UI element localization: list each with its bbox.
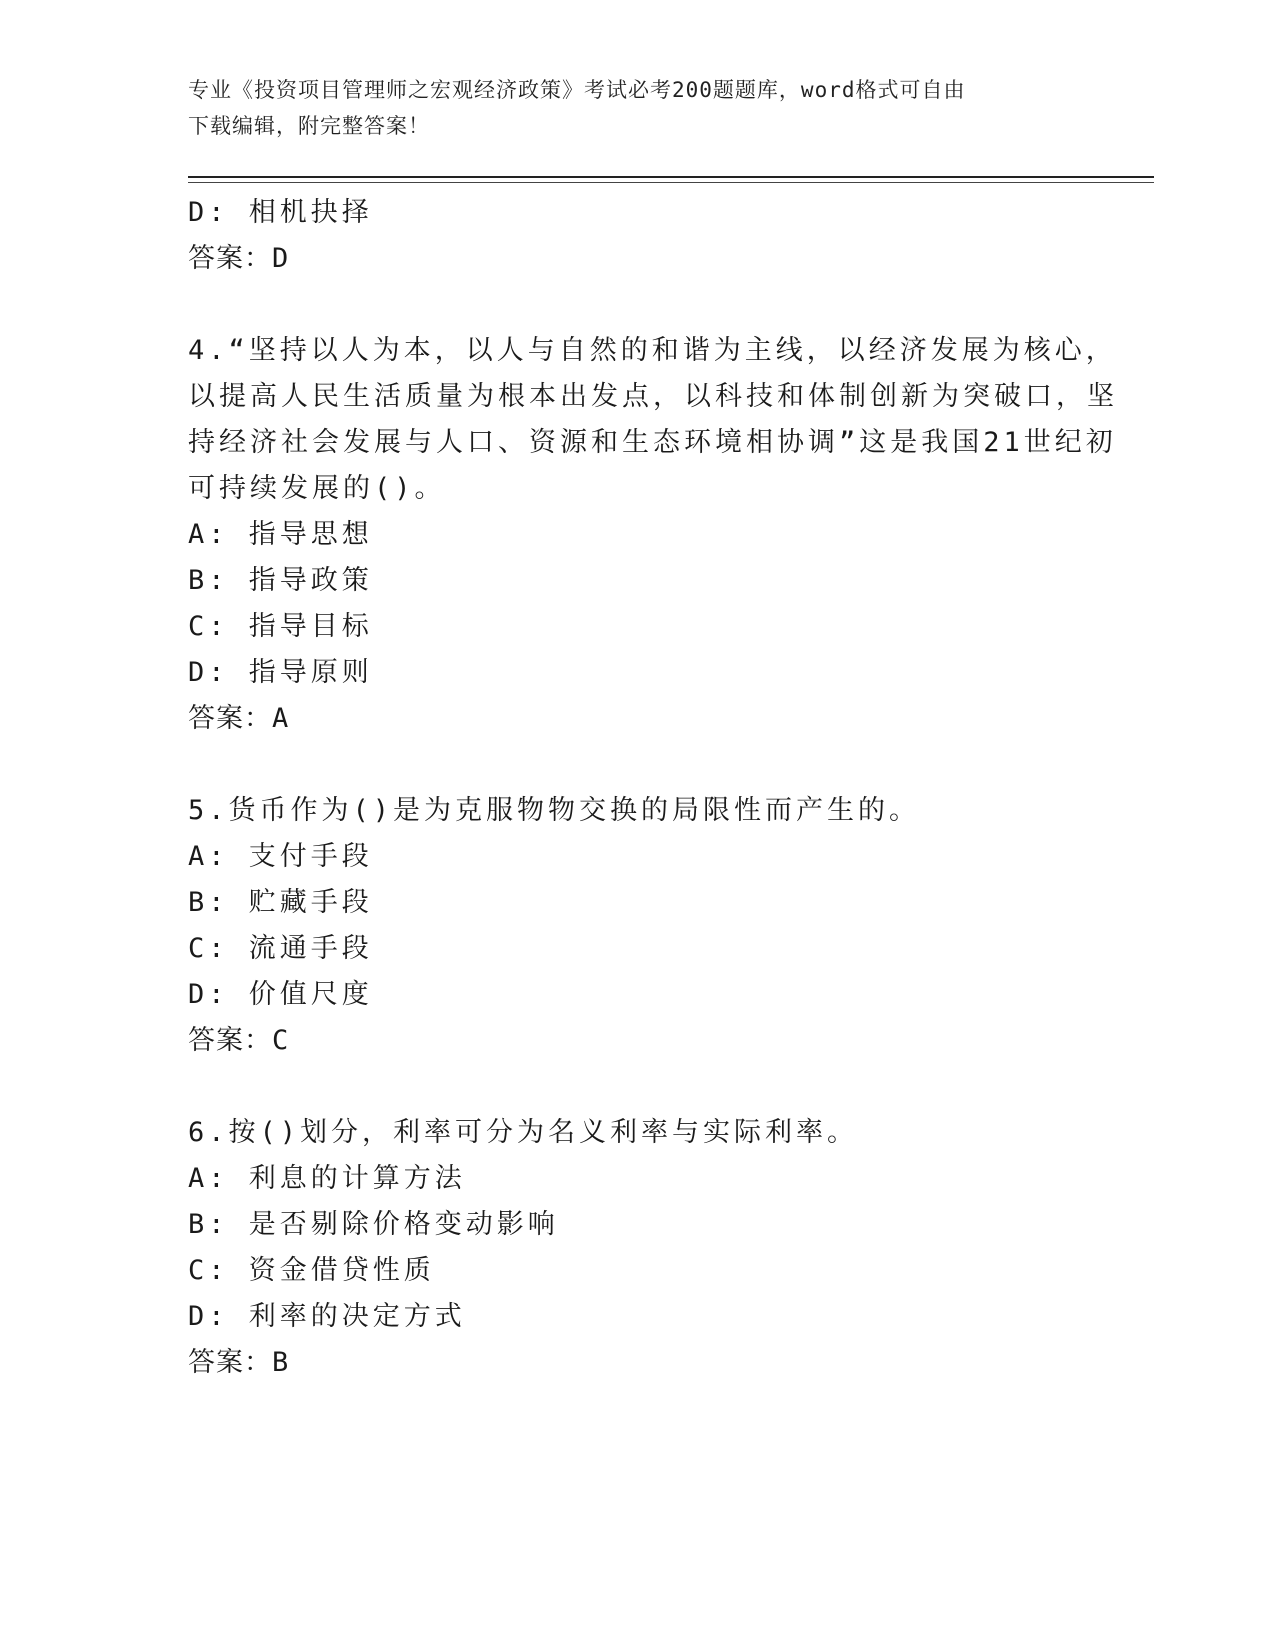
header-line-2: 下载编辑，附完整答案！	[188, 114, 430, 138]
question-4-option-d: D: 指导原则	[188, 657, 373, 688]
question-5	[188, 788, 1088, 1064]
question-5-option-c: C: 流通手段	[188, 933, 373, 964]
question-6-option-b: B: 是否剔除价格变动影响	[188, 1209, 559, 1240]
page-header	[188, 72, 1088, 144]
header-line-1: 专业《投资项目管理师之宏观经济政策》考试必考200题题库，word格式可自由	[188, 78, 966, 102]
question-6-option-d: D: 利率的决定方式	[188, 1301, 466, 1332]
question-6	[188, 1110, 1088, 1386]
question-5-option-b: B: 贮藏手段	[188, 887, 373, 918]
question-4-option-b: B: 指导政策	[188, 565, 373, 596]
question-6-option-c: C: 资金借贷性质	[188, 1255, 435, 1286]
document-body	[188, 190, 1118, 1386]
question-4-line-4: 可持续发展的()。	[188, 473, 446, 504]
question-5-line-1: 5.货币作为()是为克服物物交换的局限性而产生的。	[188, 795, 921, 826]
question-4	[188, 328, 1118, 742]
question-5-answer: 答案：C	[188, 1025, 290, 1056]
question-4-option-a: A: 指导思想	[188, 519, 373, 550]
question-4-answer: 答案：A	[188, 703, 290, 734]
question-5-option-d: D: 价值尺度	[188, 979, 373, 1010]
question-4-line-1: 4.“坚持以人为本，以人与自然的和谐为主线，以经济发展为核心，	[188, 335, 1117, 366]
spacer	[188, 742, 1088, 788]
question-5-option-a: A: 支付手段	[188, 841, 373, 872]
question-4-line-3: 持经济社会发展与人口、资源和生态环境相协调”这是我国21世纪初	[188, 427, 1117, 458]
spacer	[188, 1064, 1088, 1110]
question-4-line-2: 以提高人民生活质量为根本出发点，以科技和体制创新为突破口，坚	[188, 381, 1118, 412]
prev-answer: 答案：D	[188, 243, 290, 274]
question-4-option-c: C: 指导目标	[188, 611, 373, 642]
question-6-answer: 答案：B	[188, 1347, 290, 1378]
question-6-option-a: A: 利息的计算方法	[188, 1163, 466, 1194]
spacer	[188, 282, 1088, 328]
header-rule-thick	[188, 176, 1154, 178]
question-6-line-1: 6.按()划分，利率可分为名义利率与实际利率。	[188, 1117, 859, 1148]
prev-option-d: D: 相机抉择	[188, 197, 373, 228]
header-rule-thin	[188, 182, 1154, 183]
